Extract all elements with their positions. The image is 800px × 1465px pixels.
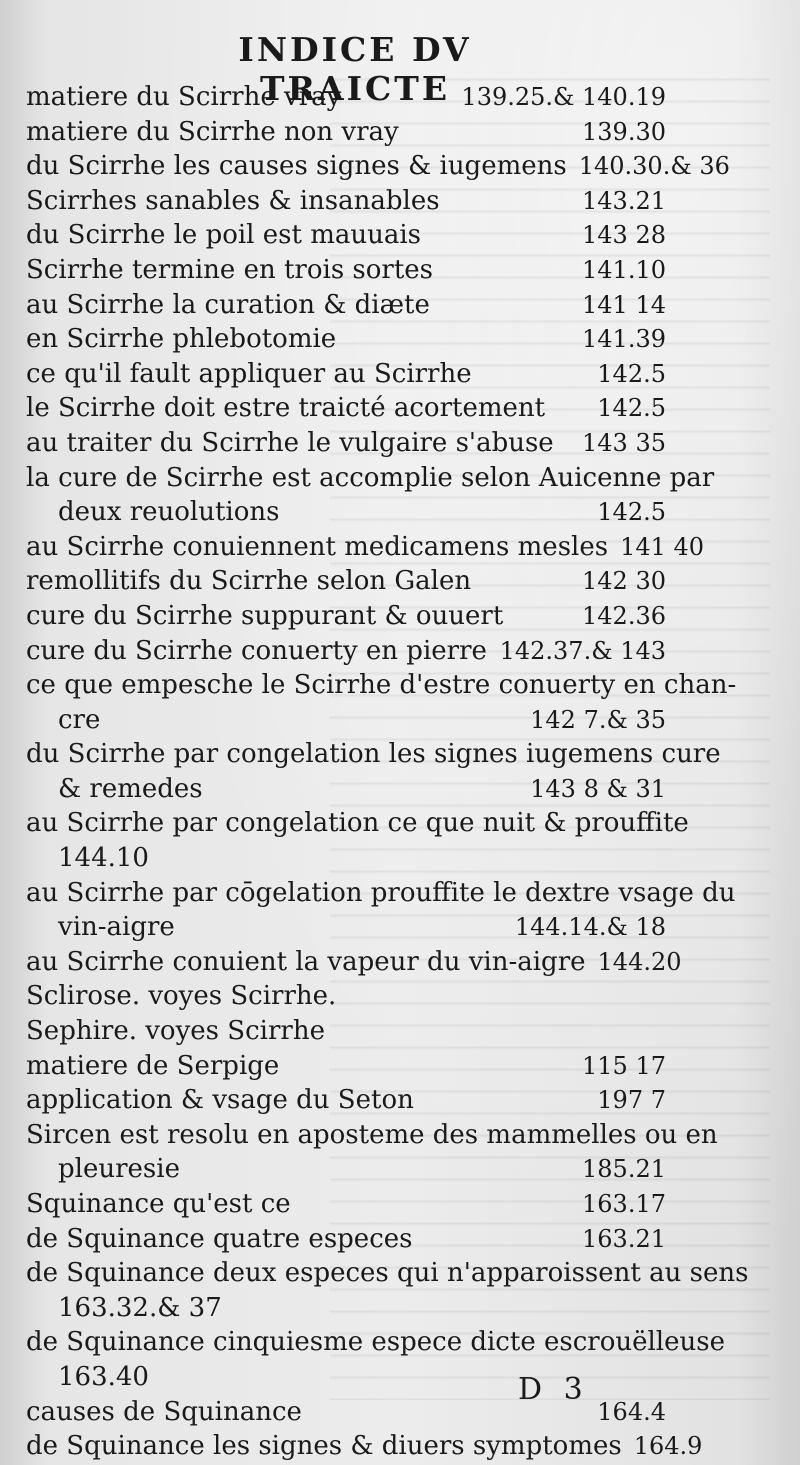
entry-continuation-line — [26, 703, 666, 738]
entry-page-ref: 142.5 — [597, 394, 666, 423]
entry-text: matiere du Scirrhe vray — [26, 82, 342, 112]
index-entry — [26, 1222, 666, 1257]
entry-text: le Scirrhe doit estre traicté acortement — [26, 393, 546, 424]
entry-continuation-line — [26, 910, 666, 945]
entry-text: remollitifs du Scirrhe selon Galen — [26, 566, 472, 597]
entry-page-ref: 141 40 — [620, 532, 705, 561]
entry-text: au traiter du Scirrhe le vulgaire s'abuse — [26, 427, 554, 458]
entry-text: vin-aigre — [58, 912, 175, 943]
index-entry — [26, 1429, 703, 1464]
signature-mark: D 3 — [518, 1372, 589, 1407]
index-entries — [26, 80, 749, 1464]
entry-text: deux reuolutions — [58, 497, 280, 528]
entry-text: ce qu'il fault appliquer au Scirrhe — [26, 358, 472, 389]
entry-continuation-line — [26, 1291, 666, 1326]
entry-continuation-line — [26, 772, 666, 807]
entry-text: cure du Scirrhe conuerty en pierre — [26, 635, 487, 666]
index-entry — [26, 357, 666, 392]
entry-page-ref: 141 14 — [582, 290, 666, 319]
index-entry — [26, 1187, 666, 1222]
index-entry — [26, 634, 666, 669]
entry-text: de Squinance deux especes qui n'apparoissent au sens — [26, 1258, 749, 1289]
index-entry — [26, 668, 737, 737]
entry-page-ref: 141.10 — [582, 255, 666, 284]
entry-line — [26, 1187, 666, 1222]
entry-text: causes de Squinance — [26, 1396, 302, 1427]
entry-page-ref: 143 35 — [582, 428, 666, 457]
page-header: INDICE DV TRAICTE — [238, 30, 472, 108]
entry-line — [26, 1083, 666, 1118]
entry-line — [26, 322, 666, 357]
index-entry — [26, 1118, 718, 1187]
entry-text: Sephire. voyes Scirrhe — [26, 1016, 325, 1047]
entry-text: matiere de Serpige — [26, 1050, 280, 1081]
entry-page-ref: 139.25.& 140.19 — [461, 83, 666, 111]
entry-text: matiere du Scirrhe non vray — [26, 116, 399, 147]
entry-page-ref: 163.17 — [582, 1190, 666, 1218]
index-entry — [26, 737, 721, 806]
index-entry — [26, 1014, 666, 1049]
entry-continuation-line — [26, 841, 666, 876]
entry-page-ref: 142.5 — [597, 359, 666, 388]
entry-page-ref: 143 8 & 31 — [530, 774, 666, 803]
entry-line — [26, 599, 666, 634]
index-entry — [26, 322, 666, 357]
entry-page-ref: 144.20 — [597, 947, 682, 976]
entry-line — [26, 564, 666, 599]
entry-page-ref: 140.30.& 36 — [578, 152, 730, 181]
entry-text: au Scirrhe conuiennent medicamens mesles — [26, 531, 609, 562]
entry-text: 163.40 — [58, 1361, 149, 1392]
index-entry — [26, 564, 666, 599]
index-entry — [26, 1049, 666, 1084]
index-entry — [26, 184, 666, 219]
entry-text: cre — [58, 704, 101, 735]
index-entry — [26, 461, 715, 530]
entry-line — [26, 426, 666, 461]
entry-text: application & vsage du Seton — [26, 1085, 414, 1116]
index-entry — [26, 80, 666, 115]
index-entry — [26, 149, 730, 184]
entry-line — [26, 1049, 666, 1084]
entry-continuation-line — [26, 1152, 666, 1187]
entry-line — [26, 737, 721, 772]
entry-page-ref: 185.21 — [582, 1155, 666, 1184]
entry-line — [26, 1118, 718, 1153]
index-entry — [26, 806, 689, 875]
entry-text: de Squinance cinquiesme espece dicte escrouëlleuse — [26, 1327, 725, 1358]
entry-line — [26, 391, 666, 426]
entry-continuation-line — [26, 495, 666, 530]
entry-text: ce que empesche le Scirrhe d'estre conuerty en chan- — [26, 670, 737, 701]
entry-line — [26, 979, 666, 1014]
entry-text: en Scirrhe phlebotomie — [26, 324, 337, 355]
entry-line — [26, 530, 705, 565]
entry-page-ref: 142 30 — [582, 567, 666, 596]
entry-page-ref: 163.21 — [582, 1224, 666, 1253]
index-entry — [26, 218, 666, 253]
entry-line — [26, 1325, 725, 1360]
entry-line — [26, 876, 736, 911]
entry-page-ref: 142.37.& 143 — [499, 636, 666, 665]
entry-text: Scirrhe termine en trois sortes — [26, 254, 434, 285]
entry-text: Sircen est resolu en aposteme des mammelles ou en — [26, 1119, 718, 1150]
entry-line — [26, 806, 689, 841]
entry-text: au Scirrhe la curation & diæte — [26, 289, 430, 320]
entry-page-ref: 144.14.& 18 — [514, 913, 666, 942]
index-entry — [26, 599, 666, 634]
entry-line — [26, 288, 666, 323]
entry-text: au Scirrhe conuient la vapeur du vin-aigre — [26, 946, 586, 977]
entry-text: Scirrhes sanables & insanables — [26, 185, 440, 216]
entry-page-ref: 142.36 — [582, 601, 666, 630]
entry-text: 144.10 — [58, 843, 149, 874]
entry-text: du Scirrhe le poil est mauuais — [26, 220, 422, 251]
entry-page-ref: 141.39 — [582, 325, 666, 354]
entry-line — [26, 668, 737, 703]
index-entry — [26, 426, 666, 461]
entry-line — [26, 945, 682, 980]
index-entry — [26, 945, 682, 980]
entry-line — [26, 253, 666, 288]
entry-text: cure du Scirrhe suppurant & ouuert — [26, 600, 504, 631]
entry-text: au Scirrhe par congelation ce que nuit & prouffite — [26, 808, 689, 839]
entry-text: & remedes — [58, 773, 203, 804]
entry-text: de Squinance les signes & diuers symptomes — [26, 1431, 622, 1462]
entry-line — [26, 357, 666, 392]
index-entry — [26, 979, 666, 1014]
entry-line — [26, 1256, 749, 1291]
index-entry — [26, 391, 666, 426]
entry-line — [26, 184, 666, 219]
entry-line — [26, 1222, 666, 1257]
entry-line — [26, 1429, 703, 1464]
index-entry — [26, 115, 666, 150]
entry-line — [26, 634, 666, 669]
entry-page-ref: 142.5 — [597, 498, 666, 527]
entry-line — [26, 1014, 666, 1049]
entry-line — [26, 218, 666, 253]
entry-page-ref: 164.9 — [633, 1432, 703, 1461]
entry-text: la cure de Scirrhe est accomplie selon Auicenne par — [26, 462, 715, 493]
index-entry — [26, 1256, 749, 1325]
entry-page-ref: 142 7.& 35 — [530, 705, 666, 734]
entry-text: au Scirrhe par cōgelation prouffite le dextre vsage du — [26, 877, 736, 908]
entry-page-ref: 143.21 — [582, 186, 666, 215]
entry-text: de Squinance quatre especes — [26, 1223, 413, 1254]
entry-text: pleuresie — [58, 1154, 180, 1185]
entry-text: du Scirrhe les causes signes & iugemens — [26, 151, 567, 182]
entry-page-ref: 197 7 — [597, 1086, 666, 1115]
entry-line — [26, 80, 666, 115]
entry-line — [26, 461, 715, 496]
entry-text: Squinance qu'est ce — [26, 1189, 291, 1219]
entry-text: du Scirrhe par congelation les signes iugemens cure — [26, 739, 721, 770]
entry-page-ref: 115 17 — [582, 1051, 666, 1080]
entry-page-ref: 164.4 — [597, 1397, 666, 1426]
index-entry — [26, 288, 666, 323]
index-entry — [26, 530, 705, 565]
entry-page-ref: 143 28 — [582, 221, 666, 250]
entry-page-ref: 139.30 — [582, 117, 666, 146]
index-entry — [26, 253, 666, 288]
entry-line — [26, 149, 730, 184]
index-entry — [26, 876, 736, 945]
entry-text: 163.32.& 37 — [58, 1292, 222, 1323]
entry-line — [26, 115, 666, 150]
index-entry — [26, 1083, 666, 1118]
entry-text: Sclirose. voyes Scirrhe. — [26, 981, 337, 1012]
